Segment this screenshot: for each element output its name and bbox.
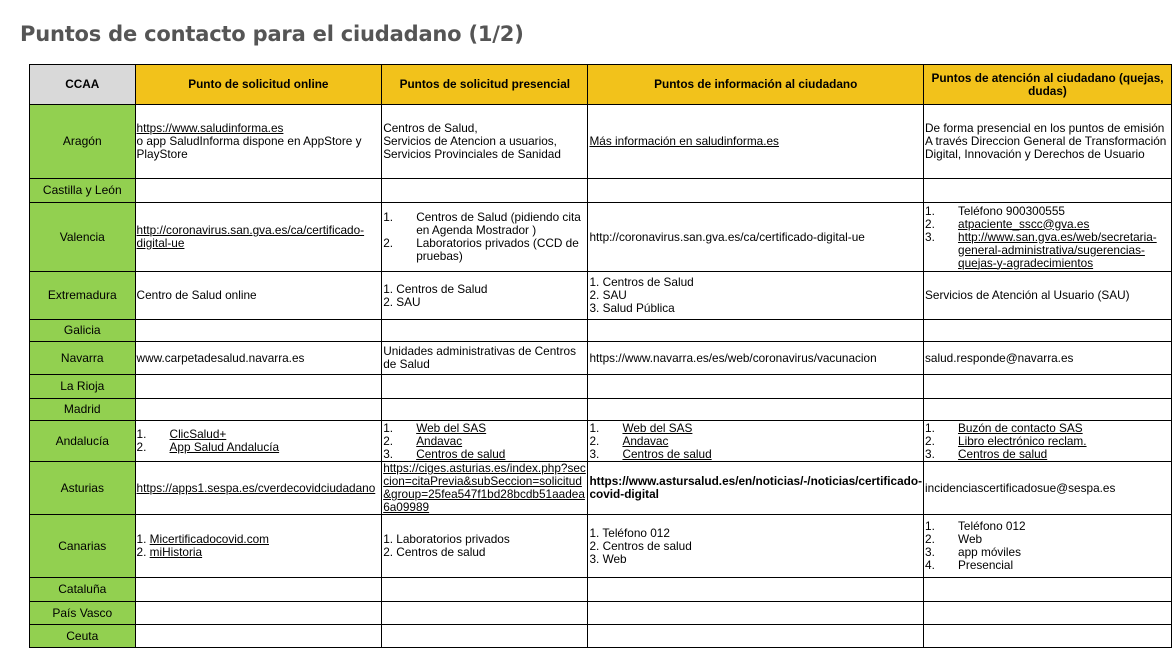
table-row <box>30 602 1172 625</box>
online-cell <box>135 179 382 203</box>
region-name: Canarias <box>30 515 136 578</box>
page-title: Puntos de contacto para el ciudadano (1/2) <box>20 22 524 46</box>
item-text: app móviles <box>958 545 1021 559</box>
atencion-cell <box>924 515 1172 578</box>
table-row <box>30 625 1172 648</box>
atencion-cell <box>924 375 1172 399</box>
table-row <box>30 421 1172 462</box>
item-link[interactable]: Micertificadocovid.com <box>149 532 269 546</box>
header-presencial: Puntos de solicitud presencial <box>382 65 588 105</box>
item-link[interactable]: Buzón de contacto SAS <box>958 420 1083 435</box>
list-item[interactable] <box>589 435 922 448</box>
region-name: Aragón <box>30 105 136 179</box>
presencial-text: Unidades administrativas de Centros de Salud <box>383 344 576 371</box>
item-number: 2. <box>589 433 600 448</box>
presencial-cell <box>382 625 588 648</box>
item-number: 3. <box>589 446 600 461</box>
atencion-text: Servicios de Atención al Usuario (SAU) <box>925 288 1130 302</box>
list-item <box>925 559 1170 572</box>
atencion-cell <box>924 421 1172 462</box>
info-cell <box>588 421 924 462</box>
list-item[interactable] <box>925 448 1170 461</box>
presencial-cell <box>382 578 588 602</box>
table-row <box>30 203 1172 272</box>
online-cell <box>135 105 382 179</box>
info-line: 3. Web <box>589 551 627 566</box>
list-item[interactable] <box>925 231 1170 270</box>
item-link[interactable]: Libro electrónico reclam. <box>958 433 1087 448</box>
presencial-cell <box>382 272 588 320</box>
item-number: 1. <box>136 427 147 441</box>
item-number: 1. <box>383 210 394 224</box>
table-row <box>30 342 1172 375</box>
presencial-line: Servicios Provinciales de Sanidad <box>383 147 561 161</box>
info-cell <box>588 375 924 399</box>
presencial-link[interactable]: https://ciges.asturias.es/index.php?seccion=citaPrevia&subSeccion=solicitud&group=25fea547f1bd28bcdb51aadea6a09989 <box>383 461 586 514</box>
table-row <box>30 578 1172 602</box>
info-line: 2. Centros de salud <box>589 538 692 553</box>
item-number: 2. <box>925 532 935 546</box>
online-cell <box>135 399 382 421</box>
atencion-text: incidenciascertificadosue@sespa.es <box>925 480 1116 495</box>
info-cell <box>588 203 924 272</box>
atencion-cell <box>924 462 1172 515</box>
info-line: 1. Centros de Salud <box>589 275 694 289</box>
item-number: 4. <box>925 558 935 572</box>
item-text: Web <box>958 532 983 546</box>
info-cell <box>588 399 924 421</box>
presencial-line: 1. Centros de Salud <box>383 281 488 296</box>
list-item <box>925 205 1170 218</box>
info-cell <box>588 342 924 375</box>
atencion-cell <box>924 602 1172 625</box>
header-info: Puntos de información al ciudadano <box>588 65 924 105</box>
item-link[interactable]: Andavac <box>622 433 669 448</box>
info-cell <box>588 105 924 179</box>
info-list <box>589 422 922 461</box>
presencial-line: 1. Laboratorios privados <box>383 532 510 546</box>
online-link[interactable]: https://apps1.sespa.es/cverdecovidciudadano <box>136 480 376 495</box>
info-cell <box>588 179 924 203</box>
item-text: Laboratorios privados (CCD de pruebas) <box>416 236 579 263</box>
online-cell <box>135 578 382 602</box>
item-number: 3. <box>925 545 935 559</box>
info-cell <box>588 602 924 625</box>
item-number: 3. <box>925 446 935 461</box>
list-item[interactable] <box>925 435 1170 448</box>
atencion-text: salud.responde@navarra.es <box>925 350 1074 365</box>
region-name: Extremadura <box>30 272 136 320</box>
info-text: http://coronavirus.san.gva.es/ca/certificado-digital-ue <box>589 229 865 244</box>
info-line: 1. Teléfono 012 <box>589 525 670 540</box>
list-item[interactable] <box>383 448 586 461</box>
item-link[interactable]: ClicSalud+ <box>169 427 227 441</box>
info-cell <box>588 320 924 342</box>
list-item[interactable] <box>925 218 1170 231</box>
region-name: Galicia <box>30 320 136 342</box>
info-line: 3. Salud Pública <box>589 301 675 315</box>
list-item <box>383 211 586 237</box>
presencial-cell <box>382 105 588 179</box>
web-link[interactable]: http://www.san.gva.es/web/secretaria-general-administrativa/sugerencias-quejas-y-agradecimientos <box>958 229 1157 270</box>
online-text: Centro de Salud online <box>136 288 257 302</box>
presencial-cell <box>382 462 588 515</box>
presencial-cell <box>382 342 588 375</box>
table-row <box>30 515 1172 578</box>
list-item[interactable] <box>925 422 1170 435</box>
table-row <box>30 179 1172 203</box>
item-number: 1. <box>925 519 935 533</box>
region-name: Madrid <box>30 399 136 421</box>
item-text: Presencial <box>958 558 1014 572</box>
item-number: 1. <box>925 203 935 218</box>
list-item[interactable] <box>589 422 922 435</box>
online-cell <box>135 625 382 648</box>
table-row <box>30 462 1172 515</box>
online-text: www.carpetadesalud.navarra.es <box>136 350 305 365</box>
item-number: 2. <box>383 433 394 448</box>
region-name: Asturias <box>30 462 136 515</box>
presencial-cell <box>382 203 588 272</box>
list-item[interactable] <box>137 546 381 559</box>
table-row <box>30 320 1172 342</box>
list-item[interactable] <box>383 422 586 435</box>
atencion-cell <box>924 179 1172 203</box>
info-link[interactable]: https://www.astursalud.es/en/noticias/-/noticias/certificado-covid-digital <box>589 474 923 501</box>
table-row <box>30 375 1172 399</box>
presencial-cell <box>382 421 588 462</box>
presencial-line: 2. Centros de salud <box>383 545 486 559</box>
presencial-cell <box>382 602 588 625</box>
info-link[interactable]: Más información en saludinforma.es <box>589 134 779 148</box>
info-cell <box>588 625 924 648</box>
presencial-cell <box>382 399 588 421</box>
region-name: Andalucía <box>30 421 136 462</box>
item-number: 1. <box>589 420 600 435</box>
online-cell <box>135 342 382 375</box>
item-text: Teléfono 012 <box>958 519 1026 533</box>
online-list <box>137 428 381 454</box>
item-number: 1. <box>136 532 147 546</box>
info-cell <box>588 272 924 320</box>
item-text: Teléfono 900300555 <box>958 203 1065 218</box>
atencion-line: A través Direccion General de Transformación Digital, Innovación y Derechos de Usuario <box>925 134 1167 161</box>
table-row <box>30 272 1172 320</box>
online-cell <box>135 203 382 272</box>
info-cell <box>588 515 924 578</box>
presencial-line: Centros de Salud, <box>383 121 478 135</box>
item-link[interactable]: Andavac <box>416 433 463 448</box>
item-number: 1. <box>383 420 394 435</box>
email-link[interactable]: atpaciente_sscc@gva.es <box>958 216 1090 231</box>
item-number: 3. <box>383 446 394 461</box>
item-link[interactable]: Web del SAS <box>416 420 487 435</box>
contact-points-table <box>29 64 1172 648</box>
atencion-list <box>925 422 1170 461</box>
item-link[interactable]: miHistoria <box>149 545 203 559</box>
list-item <box>383 237 586 263</box>
item-link[interactable]: Centros de salud <box>622 446 712 461</box>
item-number: 2. <box>383 236 394 250</box>
list-item[interactable] <box>589 448 922 461</box>
presencial-cell <box>382 375 588 399</box>
table-row <box>30 399 1172 421</box>
item-number: 2. <box>136 440 147 454</box>
online-text: o app SaludInforma dispone en AppStore y PlayStore <box>136 134 362 161</box>
region-name: Navarra <box>30 342 136 375</box>
item-link[interactable]: App Salud Andalucía <box>169 440 280 454</box>
online-link[interactable]: https://www.saludinforma.es <box>136 121 284 135</box>
region-name: País Vasco <box>30 602 136 625</box>
online-cell <box>135 515 382 578</box>
online-cell <box>135 602 382 625</box>
atencion-cell <box>924 272 1172 320</box>
presencial-cell <box>382 515 588 578</box>
presencial-line: Servicios de Atencion a usuarios, <box>383 134 557 148</box>
header-row <box>30 65 1172 105</box>
info-cell <box>588 578 924 602</box>
online-link[interactable]: http://coronavirus.san.gva.es/ca/certificado-digital-ue <box>136 223 365 250</box>
presencial-cell <box>382 320 588 342</box>
info-line: 2. SAU <box>589 288 627 302</box>
online-cell <box>135 320 382 342</box>
atencion-list <box>925 520 1170 572</box>
presencial-line: 2. SAU <box>383 294 421 309</box>
item-link[interactable]: Centros de salud <box>416 446 506 461</box>
online-cell <box>135 272 382 320</box>
item-number: 2. <box>136 545 147 559</box>
info-cell <box>588 462 924 515</box>
atencion-line: De forma presencial en los puntos de emisión <box>925 121 1165 135</box>
list-item[interactable] <box>137 441 381 454</box>
atencion-list <box>925 205 1170 270</box>
region-name: Cataluña <box>30 578 136 602</box>
header-ccaa: CCAA <box>30 65 136 105</box>
item-text: Centros de Salud (pidiendo cita en Agenda Mostrador ) <box>416 210 581 237</box>
presencial-list <box>383 422 586 461</box>
header-online: Punto de solicitud online <box>135 65 382 105</box>
online-cell <box>135 462 382 515</box>
atencion-cell <box>924 399 1172 421</box>
atencion-cell <box>924 203 1172 272</box>
atencion-cell <box>924 105 1172 179</box>
table-row <box>30 105 1172 179</box>
region-name: Valencia <box>30 203 136 272</box>
region-name: Castilla y León <box>30 179 136 203</box>
atencion-cell <box>924 625 1172 648</box>
item-number: 1. <box>925 420 935 435</box>
list-item[interactable] <box>383 435 586 448</box>
atencion-cell <box>924 342 1172 375</box>
item-number: 2. <box>925 216 935 231</box>
item-number: 2. <box>925 433 935 448</box>
atencion-cell <box>924 320 1172 342</box>
region-name: La Rioja <box>30 375 136 399</box>
item-link[interactable]: Centros de salud <box>958 446 1048 461</box>
online-cell <box>135 375 382 399</box>
atencion-cell <box>924 578 1172 602</box>
header-atencion: Puntos de atención al ciudadano (quejas, dudas) <box>924 65 1172 105</box>
region-name: Ceuta <box>30 625 136 648</box>
online-cell <box>135 421 382 462</box>
info-text: https://www.navarra.es/es/web/coronavirus/vacunacion <box>589 350 877 365</box>
presencial-list <box>383 211 586 263</box>
item-link[interactable]: Web del SAS <box>622 420 693 435</box>
presencial-cell <box>382 179 588 203</box>
item-number: 3. <box>925 229 935 244</box>
